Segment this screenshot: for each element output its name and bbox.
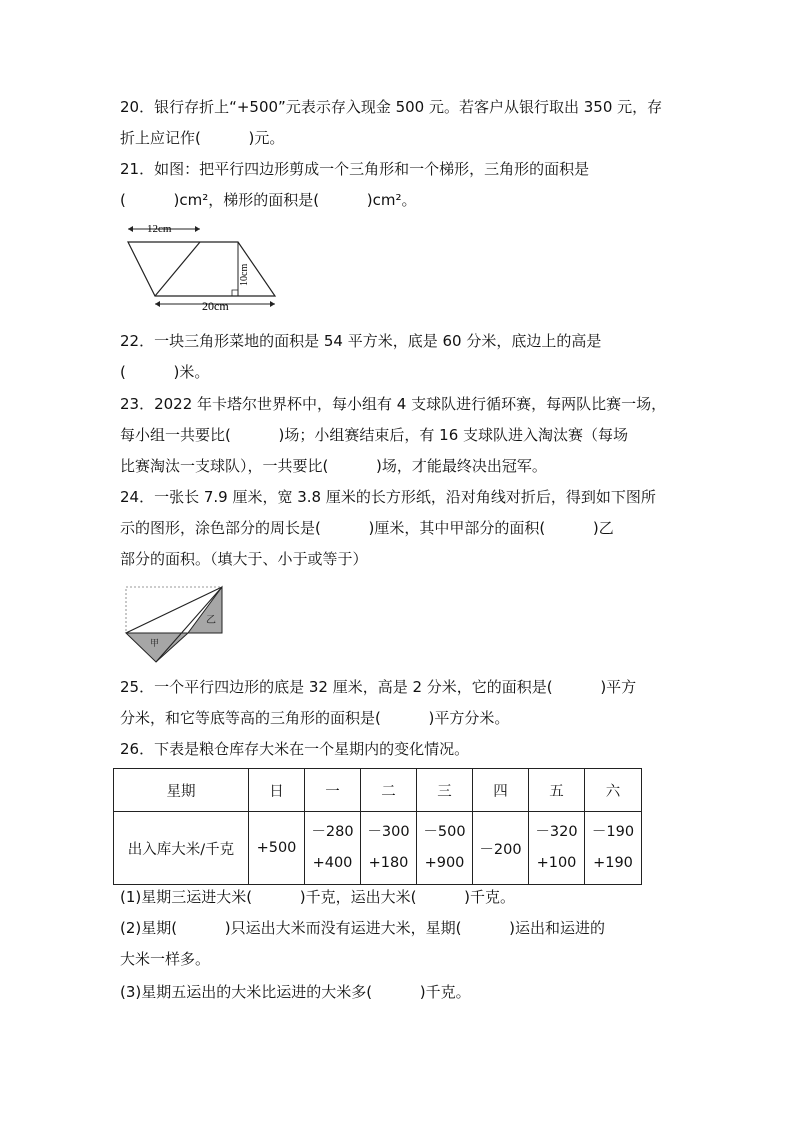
table-cell-mon [305,812,361,885]
table-day-1: 一 [305,769,361,812]
table-cell-tue [361,812,417,885]
q21-right-angle-mark [232,290,238,296]
q20-line1: 20．银行存折上“+500”元表示存入现金 500 元。若客户从银行取出 350 元，存 [120,98,663,116]
table-cell-wed [417,812,473,885]
q21-bottom-label: 20cm [202,299,229,313]
table-row-label: 出入库大米/千克 [114,812,249,885]
q20-line2: 折上应记作( )元。 [120,129,285,147]
table-value: －320 [535,824,578,840]
q24-line3: 部分的面积。（填大于、小于或等于） [120,550,368,568]
q26-sub3: (3)星期五运出的大米比运进的大米多( )千克。 [120,983,471,1001]
table-header-row [114,769,642,812]
q24-folded-rectangle-figure [122,582,230,664]
q23-line2: 每小组一共要比( )场；小组赛结束后，有 16 支球队进入淘汰赛（每场 [120,426,629,444]
q21-top-label: 12cm [147,223,172,235]
table-day-5: 五 [529,769,585,812]
table-value: +180 [368,855,409,871]
q22-line2: ( )米。 [120,363,210,381]
q24-label-jia: 甲 [150,639,160,649]
q24-label-yi: 乙 [206,615,216,626]
table-cell-fri [529,812,585,885]
q23-line1: 23．2022 年卡塔尔世界杯中，每小组有 4 支球队进行循环赛，每两队比赛一场， [120,395,667,413]
q21-cut-line [155,242,200,296]
table-value: +400 [312,855,353,871]
table-value: +100 [536,855,577,871]
q26-intro: 26．下表是粮仓库存大米在一个星期内的变化情况。 [120,740,470,758]
table-value: +900 [424,855,465,871]
q21-line1: 21．如图：把平行四边形剪成一个三角形和一个梯形，三角形的面积是 [120,160,590,178]
q25-line1: 25．一个平行四边形的底是 32 厘米，高是 2 分米，它的面积是( )平方 [120,678,637,696]
table-cell-sat [585,812,642,885]
table-day-3: 三 [417,769,473,812]
table-value: +500 [256,840,297,856]
table-value: +190 [593,855,633,871]
table-cell-thu [473,812,529,885]
q26-sub2a: (2)星期( )只运出大米而没有运进大米，星期( )运出和运进的 [120,919,606,937]
q24-line2: 示的图形，涂色部分的周长是( )厘米，其中甲部分的面积( )乙 [120,519,614,537]
q24-region-yi [188,587,222,633]
q21-height-label: 10cm [239,263,250,286]
q21-parallelogram [128,242,275,296]
q21-line2: ( )cm²，梯形的面积是( )cm²。 [120,191,417,209]
table-value: －200 [479,841,522,858]
q26-sub2b: 大米一样多。 [120,950,211,968]
rice-inventory-table [113,768,642,885]
table-cell-sun [249,812,305,885]
table-value: －500 [423,824,466,840]
q22-line1: 22．一块三角形菜地的面积是 54 平方米，底是 60 分米，底边上的高是 [120,332,602,350]
q26-sub1: (1)星期三运进大米( )千克，运出大米( )千克。 [120,888,516,906]
table-day-4: 四 [473,769,529,812]
table-data-row [114,812,642,885]
q24-line1: 24．一张长 7.9 厘米，宽 3.8 厘米的长方形纸，沿对角线对折后，得到如下图所 [120,488,656,506]
table-day-2: 二 [361,769,417,812]
q23-line3: 比赛淘汰一支球队），一共要比( )场，才能最终决出冠军。 [120,457,547,475]
table-value: －300 [367,824,410,840]
q21-parallelogram-figure [120,218,285,316]
q25-line2: 分米，和它等底等高的三角形的面积是( )平方分米。 [120,709,510,727]
table-day-0: 日 [249,769,305,812]
table-day-6: 六 [585,769,642,812]
table-value: －280 [311,824,354,840]
table-header-label: 星期 [114,769,249,812]
table-value: －190 [591,824,635,840]
